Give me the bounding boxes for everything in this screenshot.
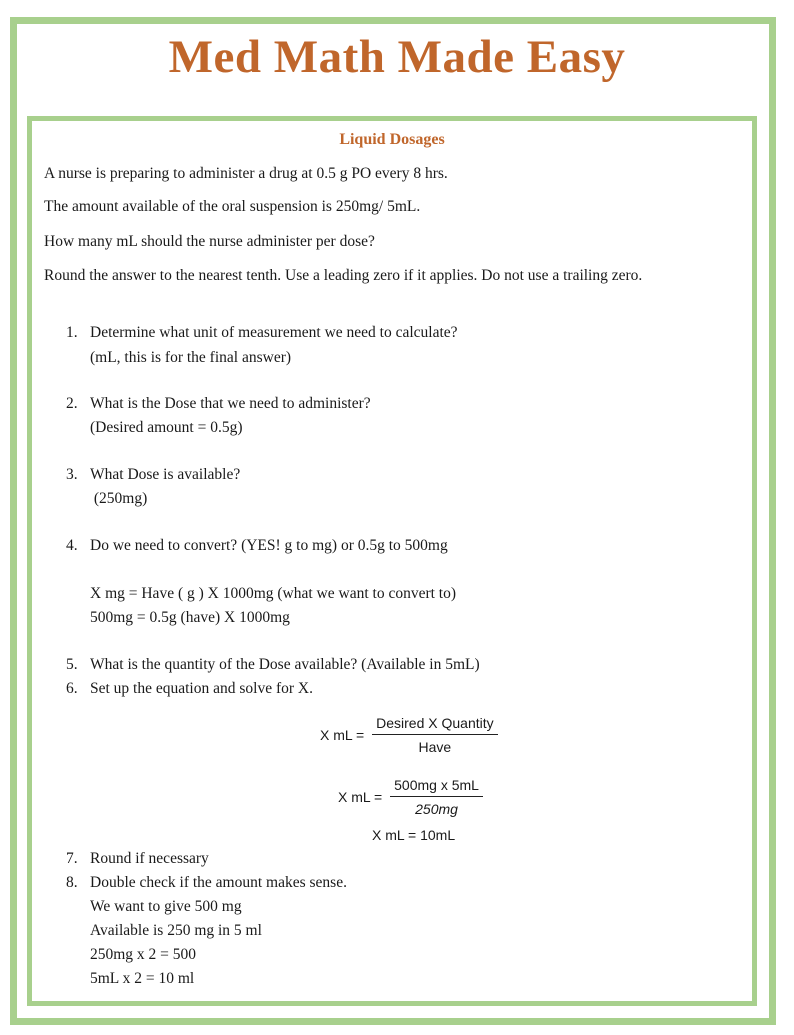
step-2-detail: (Desired amount = 0.5g) [90,419,243,436]
step-8-line-4: 5mL x 2 = 10 ml [90,970,195,987]
problem-line-3: How many mL should the nurse administer per dose? [44,233,375,250]
step-4-detail-1: X mg = Have ( g ) X 1000mg (what we want to convert to) [90,585,457,602]
step-6 [66,680,313,698]
content-area [42,121,742,1001]
step-1-detail: (mL, this is for the final answer) [90,349,292,366]
equation-2-fraction [390,777,483,817]
equation-1-fraction [372,715,498,755]
step-8-line-1: We want to give 500 mg [90,898,242,915]
step-2 [66,395,371,413]
step-number: 5. [66,656,78,673]
equation-2-lhs: X mL = [338,789,383,805]
problem-line-2: The amount available of the oral suspension is 250mg/ 5mL. [44,198,421,215]
step-7 [66,850,209,868]
step-number: 7. [66,850,78,867]
step-3-detail: (250mg) [90,490,148,507]
step-number: 8. [66,874,78,891]
equation-1 [320,715,498,755]
step-8-line-2: Available is 250 mg in 5 ml [90,922,262,939]
step-number: 4. [66,537,78,554]
step-text: What Dose is available? [90,466,241,483]
step-text: Round if necessary [90,850,209,867]
equation-1-lhs: X mL = [320,727,365,743]
step-4-detail-2: 500mg = 0.5g (have) X 1000mg [90,609,290,626]
step-number: 3. [66,466,78,483]
step-text: What is the Dose that we need to administer? [90,395,371,412]
equation-1-numerator: Desired X Quantity [372,715,498,735]
step-8-line-3: 250mg x 2 = 500 [90,946,197,963]
problem-line-1: A nurse is preparing to administer a drug at 0.5 g PO every 8 hrs. [44,165,448,182]
equation-2 [338,777,483,817]
step-text: Determine what unit of measurement we need to calculate? [90,324,458,341]
step-4 [66,537,448,555]
step-number: 2. [66,395,78,412]
content-box [27,116,757,1006]
problem-line-4: Round the answer to the nearest tenth. Use a leading zero if it applies. Do not use a trailing zero. [44,267,643,284]
step-1 [66,324,458,342]
section-subtitle: Liquid Dosages [339,131,445,148]
equation-2-numerator: 500mg x 5mL [390,777,483,797]
step-text: Do we need to convert? (YES! g to mg) or 0.5g to 500mg [90,537,448,554]
equation-3: X mL = 10mL [372,827,456,843]
step-8 [66,874,347,892]
step-number: 1. [66,324,78,341]
equation-1-denominator: Have [418,739,452,755]
page-title: Med Math Made Easy [168,31,626,83]
step-5 [66,656,480,674]
equation-2-denominator: 250mg [415,801,458,817]
step-number: 6. [66,680,78,697]
step-text: What is the quantity of the Dose available? (Available in 5mL) [90,656,480,673]
step-text: Set up the equation and solve for X. [90,680,313,697]
step-3 [66,466,240,484]
step-text: Double check if the amount makes sense. [90,874,347,891]
